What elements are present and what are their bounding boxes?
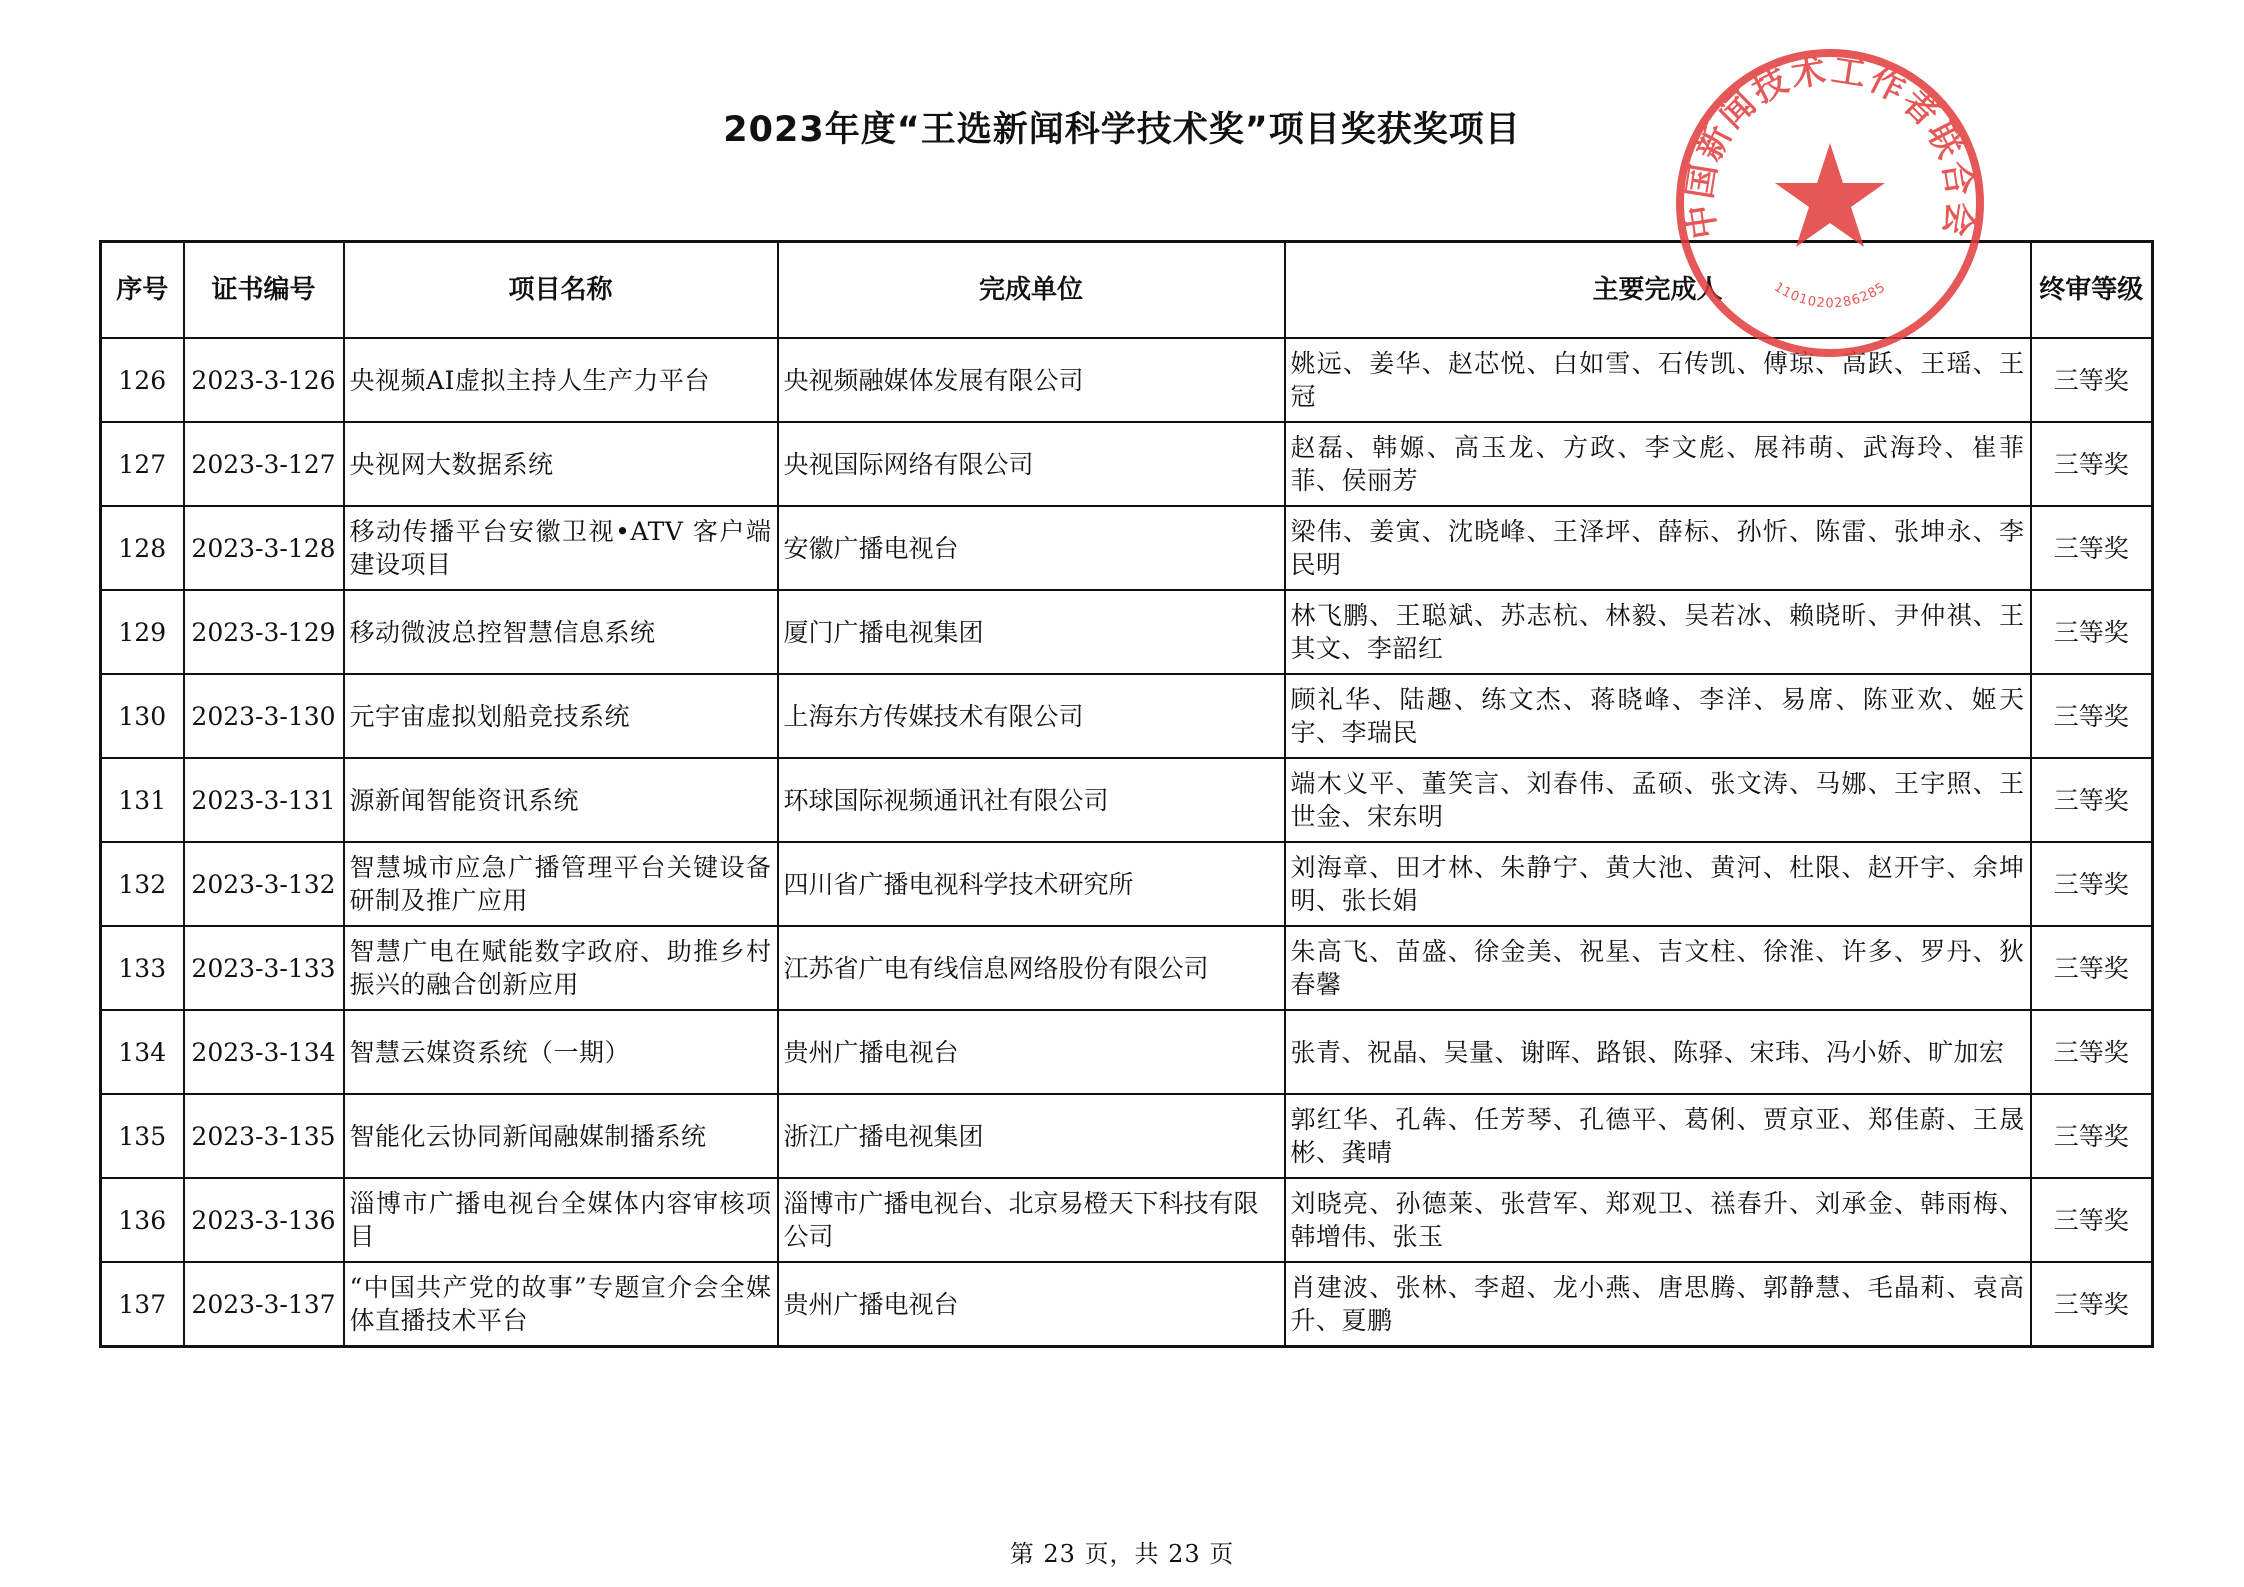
cell-people: 顾礼华、陆趣、练文杰、蒋晓峰、李洋、易席、陈亚欢、姬天宇、李瑞民 — [1285, 674, 2031, 758]
cell-level: 三等奖 — [2031, 338, 2153, 422]
table-row — [101, 590, 2153, 674]
page-number: 第 23 页，共 23 页 — [1009, 1540, 1235, 1568]
cell-cert: 2023-3-127 — [184, 422, 344, 506]
seal-star-icon — [1775, 143, 1885, 247]
cell-level: 三等奖 — [2031, 422, 2153, 506]
cell-index: 136 — [101, 1178, 184, 1262]
cell-people: 刘晓亮、孙德莱、张营军、郑观卫、禚春升、刘承金、韩雨梅、韩增伟、张玉 — [1285, 1178, 2031, 1262]
cell-unit: 江苏省广电有线信息网络股份有限公司 — [778, 926, 1285, 1010]
cell-index: 135 — [101, 1094, 184, 1178]
header-level: 终审等级 — [2031, 242, 2153, 339]
cell-people: 赵磊、韩嫄、高玉龙、方政、李文彪、展祎萌、武海玲、崔菲菲、侯丽芳 — [1285, 422, 2031, 506]
seal-code-text: 1101020286285 — [1771, 279, 1889, 312]
table-row — [101, 842, 2153, 926]
table-row — [101, 1178, 2153, 1262]
cell-index: 133 — [101, 926, 184, 1010]
cell-cert: 2023-3-129 — [184, 590, 344, 674]
table-row — [101, 422, 2153, 506]
cell-unit: 淄博市广播电视台、北京易橙天下科技有限公司 — [778, 1178, 1285, 1262]
cell-level: 三等奖 — [2031, 506, 2153, 590]
header-cert: 证书编号 — [184, 242, 344, 339]
table-row — [101, 1010, 2153, 1094]
cell-level: 三等奖 — [2031, 1094, 2153, 1178]
cell-people: 林飞鹏、王聪斌、苏志杭、林毅、吴若冰、赖晓昕、尹仲祺、王其文、李韶红 — [1285, 590, 2031, 674]
cell-people: 端木义平、董笑言、刘春伟、孟硕、张文涛、马娜、王宇照、王世金、宋东明 — [1285, 758, 2031, 842]
cell-cert: 2023-3-131 — [184, 758, 344, 842]
cell-project: 淄博市广播电视台全媒体内容审核项目 — [344, 1178, 778, 1262]
cell-project: “中国共产党的故事”专题宣介会全媒体直播技术平台 — [344, 1262, 778, 1347]
cell-project: 智慧广电在赋能数字政府、助推乡村振兴的融合创新应用 — [344, 926, 778, 1010]
cell-index: 129 — [101, 590, 184, 674]
cell-project: 智能化云协同新闻融媒制播系统 — [344, 1094, 778, 1178]
cell-unit: 安徽广播电视台 — [778, 506, 1285, 590]
table-row — [101, 926, 2153, 1010]
table-row — [101, 506, 2153, 590]
cell-level: 三等奖 — [2031, 926, 2153, 1010]
cell-people: 梁伟、姜寅、沈晓峰、王泽坪、薛标、孙忻、陈雷、张坤永、李民明 — [1285, 506, 2031, 590]
cell-people: 郭红华、孔犇、任芳琴、孔德平、葛俐、贾京亚、郑佳蔚、王晟彬、龚晴 — [1285, 1094, 2031, 1178]
seal-org-text: 中国新闻技术工作者联合会 — [1679, 50, 1981, 242]
cell-unit: 贵州广播电视台 — [778, 1262, 1285, 1347]
cell-project: 央视网大数据系统 — [344, 422, 778, 506]
table-row — [101, 758, 2153, 842]
cell-index: 126 — [101, 338, 184, 422]
header-unit: 完成单位 — [778, 242, 1285, 339]
header-project: 项目名称 — [344, 242, 778, 339]
cell-unit: 央视国际网络有限公司 — [778, 422, 1285, 506]
cell-people: 姚远、姜华、赵芯悦、白如雪、石传凯、傅琼、高跃、王瑶、王冠 — [1285, 338, 2031, 422]
cell-index: 127 — [101, 422, 184, 506]
cell-level: 三等奖 — [2031, 590, 2153, 674]
header-people: 主要完成人 — [1285, 242, 2031, 339]
cell-index: 137 — [101, 1262, 184, 1347]
cell-cert: 2023-3-126 — [184, 338, 344, 422]
cell-unit: 四川省广播电视科学技术研究所 — [778, 842, 1285, 926]
cell-unit: 上海东方传媒技术有限公司 — [778, 674, 1285, 758]
cell-unit: 厦门广播电视集团 — [778, 590, 1285, 674]
cell-people: 朱高飞、苗盛、徐金美、祝星、吉文柱、徐淮、许多、罗丹、狄春馨 — [1285, 926, 2031, 1010]
table-row — [101, 1094, 2153, 1178]
cell-project: 元宇宙虚拟划船竞技系统 — [344, 674, 778, 758]
cell-level: 三等奖 — [2031, 1010, 2153, 1094]
cell-project: 央视频AI虚拟主持人生产力平台 — [344, 338, 778, 422]
official-seal — [1672, 45, 1988, 361]
cell-people: 张青、祝晶、吴量、谢晖、路银、陈驿、宋玮、冯小娇、旷加宏 — [1285, 1010, 2031, 1094]
cell-index: 134 — [101, 1010, 184, 1094]
cell-index: 128 — [101, 506, 184, 590]
cell-index: 131 — [101, 758, 184, 842]
cell-level: 三等奖 — [2031, 1262, 2153, 1347]
cell-project: 移动微波总控智慧信息系统 — [344, 590, 778, 674]
header-index: 序号 — [101, 242, 184, 339]
cell-cert: 2023-3-130 — [184, 674, 344, 758]
cell-level: 三等奖 — [2031, 758, 2153, 842]
cell-project: 源新闻智能资讯系统 — [344, 758, 778, 842]
cell-level: 三等奖 — [2031, 674, 2153, 758]
cell-cert: 2023-3-137 — [184, 1262, 344, 1347]
cell-unit: 浙江广播电视集团 — [778, 1094, 1285, 1178]
cell-level: 三等奖 — [2031, 1178, 2153, 1262]
cell-project: 智慧云媒资系统（一期） — [344, 1010, 778, 1094]
cell-cert: 2023-3-128 — [184, 506, 344, 590]
cell-project: 智慧城市应急广播管理平台关键设备研制及推广应用 — [344, 842, 778, 926]
cell-unit: 环球国际视频通讯社有限公司 — [778, 758, 1285, 842]
cell-people: 刘海章、田才林、朱静宁、黄大池、黄河、杜限、赵开宇、余坤明、张长娟 — [1285, 842, 2031, 926]
table-row — [101, 1262, 2153, 1347]
cell-project: 移动传播平台安徽卫视•ATV 客户端建设项目 — [344, 506, 778, 590]
cell-level: 三等奖 — [2031, 842, 2153, 926]
cell-cert: 2023-3-136 — [184, 1178, 344, 1262]
table-row — [101, 674, 2153, 758]
cell-cert: 2023-3-135 — [184, 1094, 344, 1178]
page-title: 2023年度“王选新闻科学技术奖”项目奖获奖项目 — [723, 110, 1521, 150]
cell-unit: 央视频融媒体发展有限公司 — [778, 338, 1285, 422]
cell-index: 130 — [101, 674, 184, 758]
cell-unit: 贵州广播电视台 — [778, 1010, 1285, 1094]
awards-table — [99, 240, 2154, 1348]
cell-cert: 2023-3-133 — [184, 926, 344, 1010]
cell-cert: 2023-3-134 — [184, 1010, 344, 1094]
cell-people: 肖建波、张林、李超、龙小燕、唐思腾、郭静慧、毛晶莉、袁高升、夏鹏 — [1285, 1262, 2031, 1347]
cell-cert: 2023-3-132 — [184, 842, 344, 926]
cell-index: 132 — [101, 842, 184, 926]
